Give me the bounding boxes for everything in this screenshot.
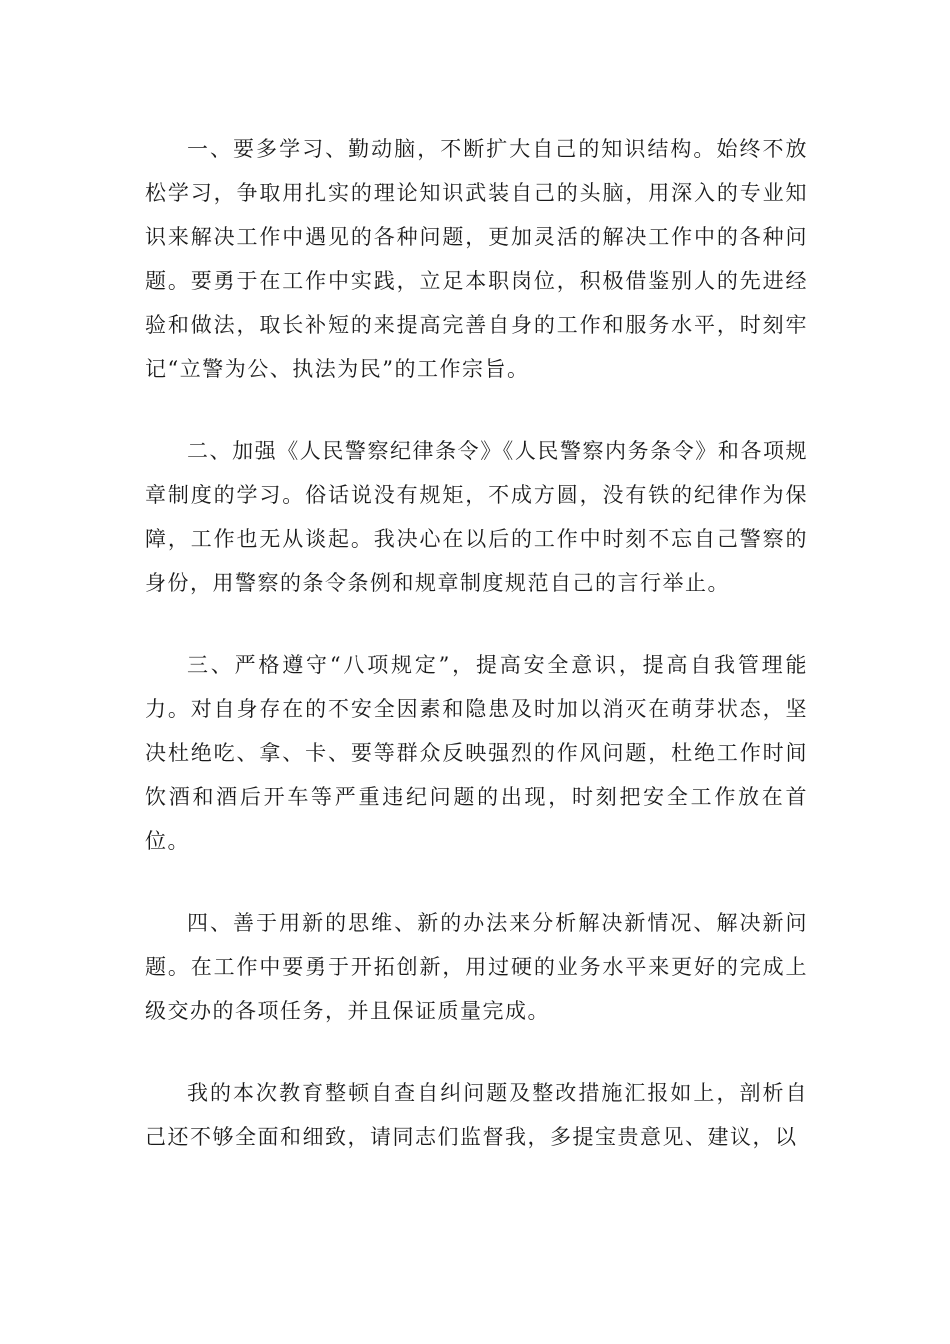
- paragraph-4: 四、善于用新的思维、新的办法来分析解决新情况、解决新问题。在工作中要勇于开拓创新，用过硬的业务水平来更好的完成上级交办的各项任务，并且保证质量完成。: [145, 911, 808, 1023]
- paragraph-1: 一、要多学习、勤动脑，不断扩大自己的知识结构。始终不放松学习，争取用扎实的理论知识武装自己的头脑，用深入的专业知识来解决工作中遇见的各种问题，更加灵活的解决工作中的各种问题。要勇于在工作中实践，立足本职岗位，积极借鉴别人的先进经验和做法，取长补短的来提高完善自身的工作和服务水平，时刻牢记“立警为公、执法为民”的工作宗旨。: [145, 137, 808, 381]
- paragraph-2: 二、加强《人民警察纪律条令》《人民警察内务条令》和各项规章制度的学习。俗话说没有规矩，不成方圆，没有铁的纪律作为保障，工作也无从谈起。我决心在以后的工作中时刻不忘自己警察的身份，用警察的条令条例和规章制度规范自己的言行举止。: [145, 439, 808, 595]
- paragraph-5: 我的本次教育整顿自查自纠问题及整改措施汇报如上，剖析自己还不够全面和细致，请同志们监督我，多提宝贵意见、建议，以: [145, 1081, 808, 1149]
- document-body: [145, 127, 808, 1159]
- paragraph-3: 三、严格遵守“八项规定”，提高安全意识，提高自我管理能力。对自身存在的不安全因素和隐患及时加以消灭在萌芽状态，坚决杜绝吃、拿、卡、要等群众反映强烈的作风问题，杜绝工作时间饮酒和酒后开车等严重违纪问题的出现，时刻把安全工作放在首位。: [145, 653, 808, 853]
